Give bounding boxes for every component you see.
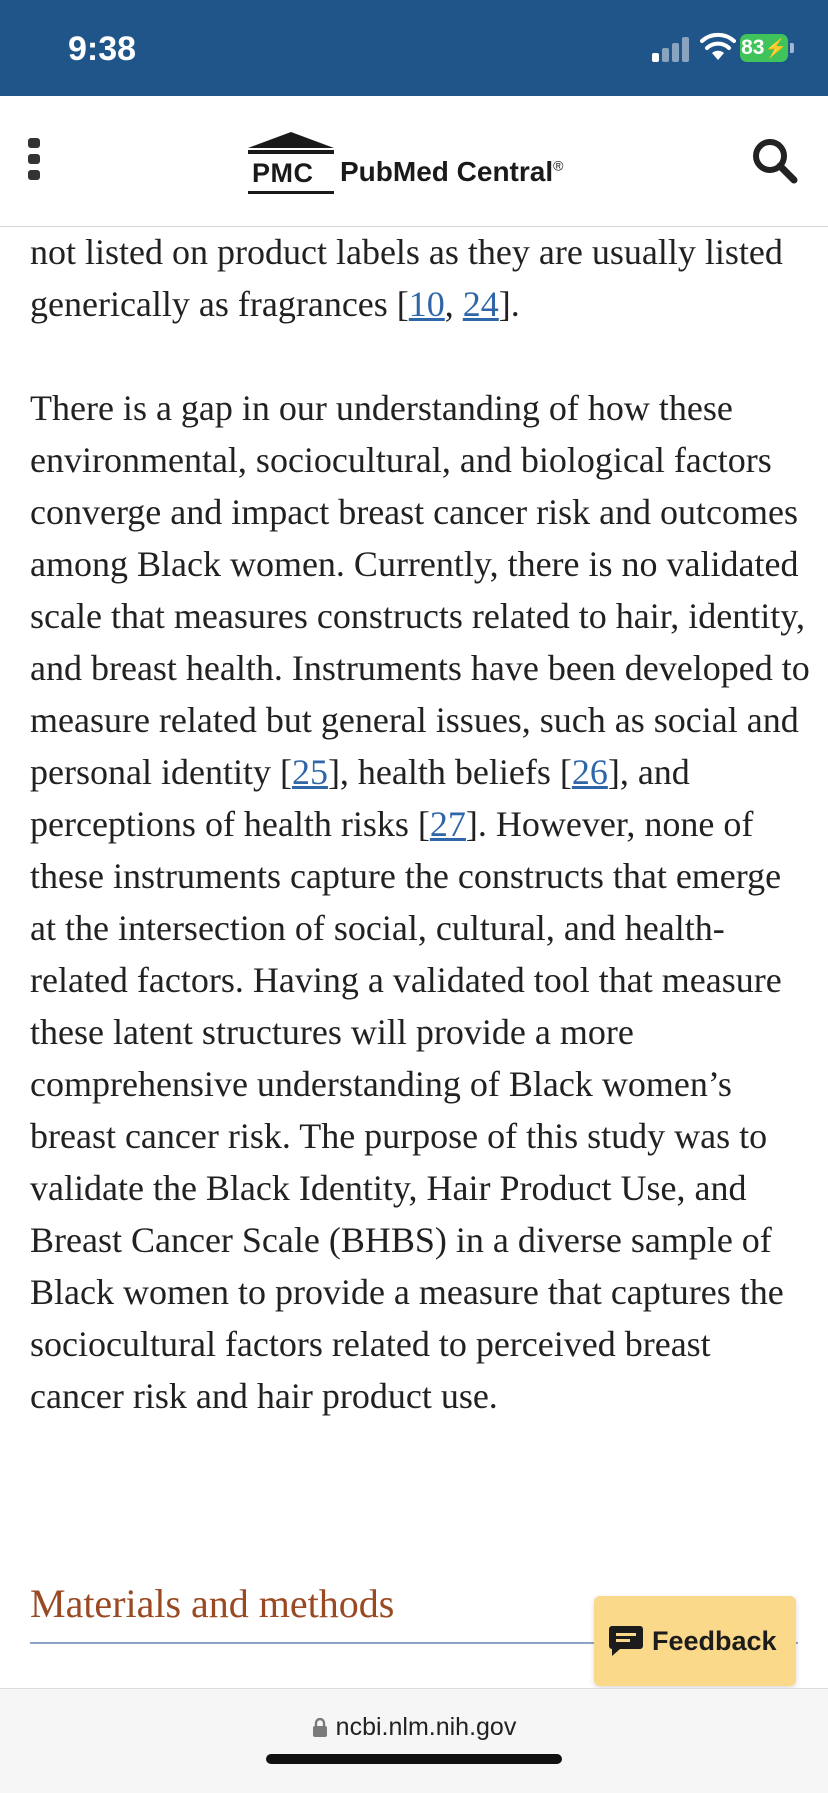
- citation-link[interactable]: 26: [571, 752, 608, 792]
- logo-abbr: PMC: [252, 158, 314, 188]
- paragraph-text: There is a gap in our understanding of how these environmental, sociocultural, and biological factors converge and impact breast cancer risk and outcomes among Black women. Currently, there is no validated scale that measures constructs related to hair, identity, and breast health. Instruments have been developed to measure related but general issues, such as social and personal identity [: [30, 388, 810, 792]
- section-heading: Materials and methods: [30, 1580, 798, 1644]
- citation-link[interactable]: 24: [462, 284, 499, 324]
- logo-name: [340, 156, 563, 188]
- battery-icon: 83⚡: [740, 34, 788, 62]
- logo-name-text: PubMed Central: [340, 156, 554, 187]
- citation-link[interactable]: 27: [429, 804, 466, 844]
- logo-roof-icon: [248, 132, 334, 158]
- article-body: [30, 226, 810, 1422]
- browser-url-bar[interactable]: [0, 1688, 828, 1793]
- status-bar: [0, 0, 828, 96]
- paragraph-text: ], health beliefs [: [327, 752, 572, 792]
- pmc-logo[interactable]: [248, 126, 563, 196]
- feedback-icon: [608, 1624, 644, 1658]
- registered-mark: ®: [553, 157, 564, 174]
- search-icon[interactable]: [750, 136, 800, 186]
- paragraph-text: ]. However, none of these instruments capture the constructs that emerge at the intersection of social, cultural, and health-related factors. Having a validated tool that measure these latent structures will provide a more comprehensive understanding of Black women’s breast cancer risk. The purpose of this study was to validate the Black Identity, Hair Product Use, and Breast Cancer Scale (BHBS) in a diverse sample of Black women to provide a measure that captures the sociocultural factors related to perceived breast cancer risk and hair product use.: [30, 804, 784, 1416]
- citation-link[interactable]: 10: [408, 284, 445, 324]
- wifi-icon: [700, 32, 736, 62]
- paragraph-text: not listed on product labels as they are usually listed generically as fragrances [: [30, 232, 783, 324]
- more-vertical-icon[interactable]: [28, 138, 42, 180]
- battery-level: 83: [741, 36, 765, 59]
- site-header: [0, 96, 828, 227]
- feedback-label: Feedback: [652, 1625, 777, 1656]
- pmc-logo-mark: [248, 132, 334, 196]
- lock-icon: [312, 1717, 328, 1737]
- battery-tip: [790, 43, 794, 53]
- feedback-button[interactable]: [594, 1596, 796, 1686]
- paragraph-text: ].: [498, 284, 520, 324]
- citation-link[interactable]: 25: [291, 752, 328, 792]
- signal-icon: [652, 36, 692, 62]
- home-indicator: [266, 1754, 562, 1764]
- url-text: ncbi.nlm.nih.gov: [335, 1713, 517, 1741]
- paragraph-text: ], and perceptions of health risks [: [30, 752, 690, 844]
- url-display[interactable]: [0, 1713, 828, 1742]
- article-paragraph: [30, 382, 810, 1422]
- logo-underline: [248, 191, 334, 194]
- status-time: 9:38: [68, 30, 137, 68]
- paragraph-text: ,: [444, 284, 463, 324]
- article-paragraph: [30, 226, 810, 330]
